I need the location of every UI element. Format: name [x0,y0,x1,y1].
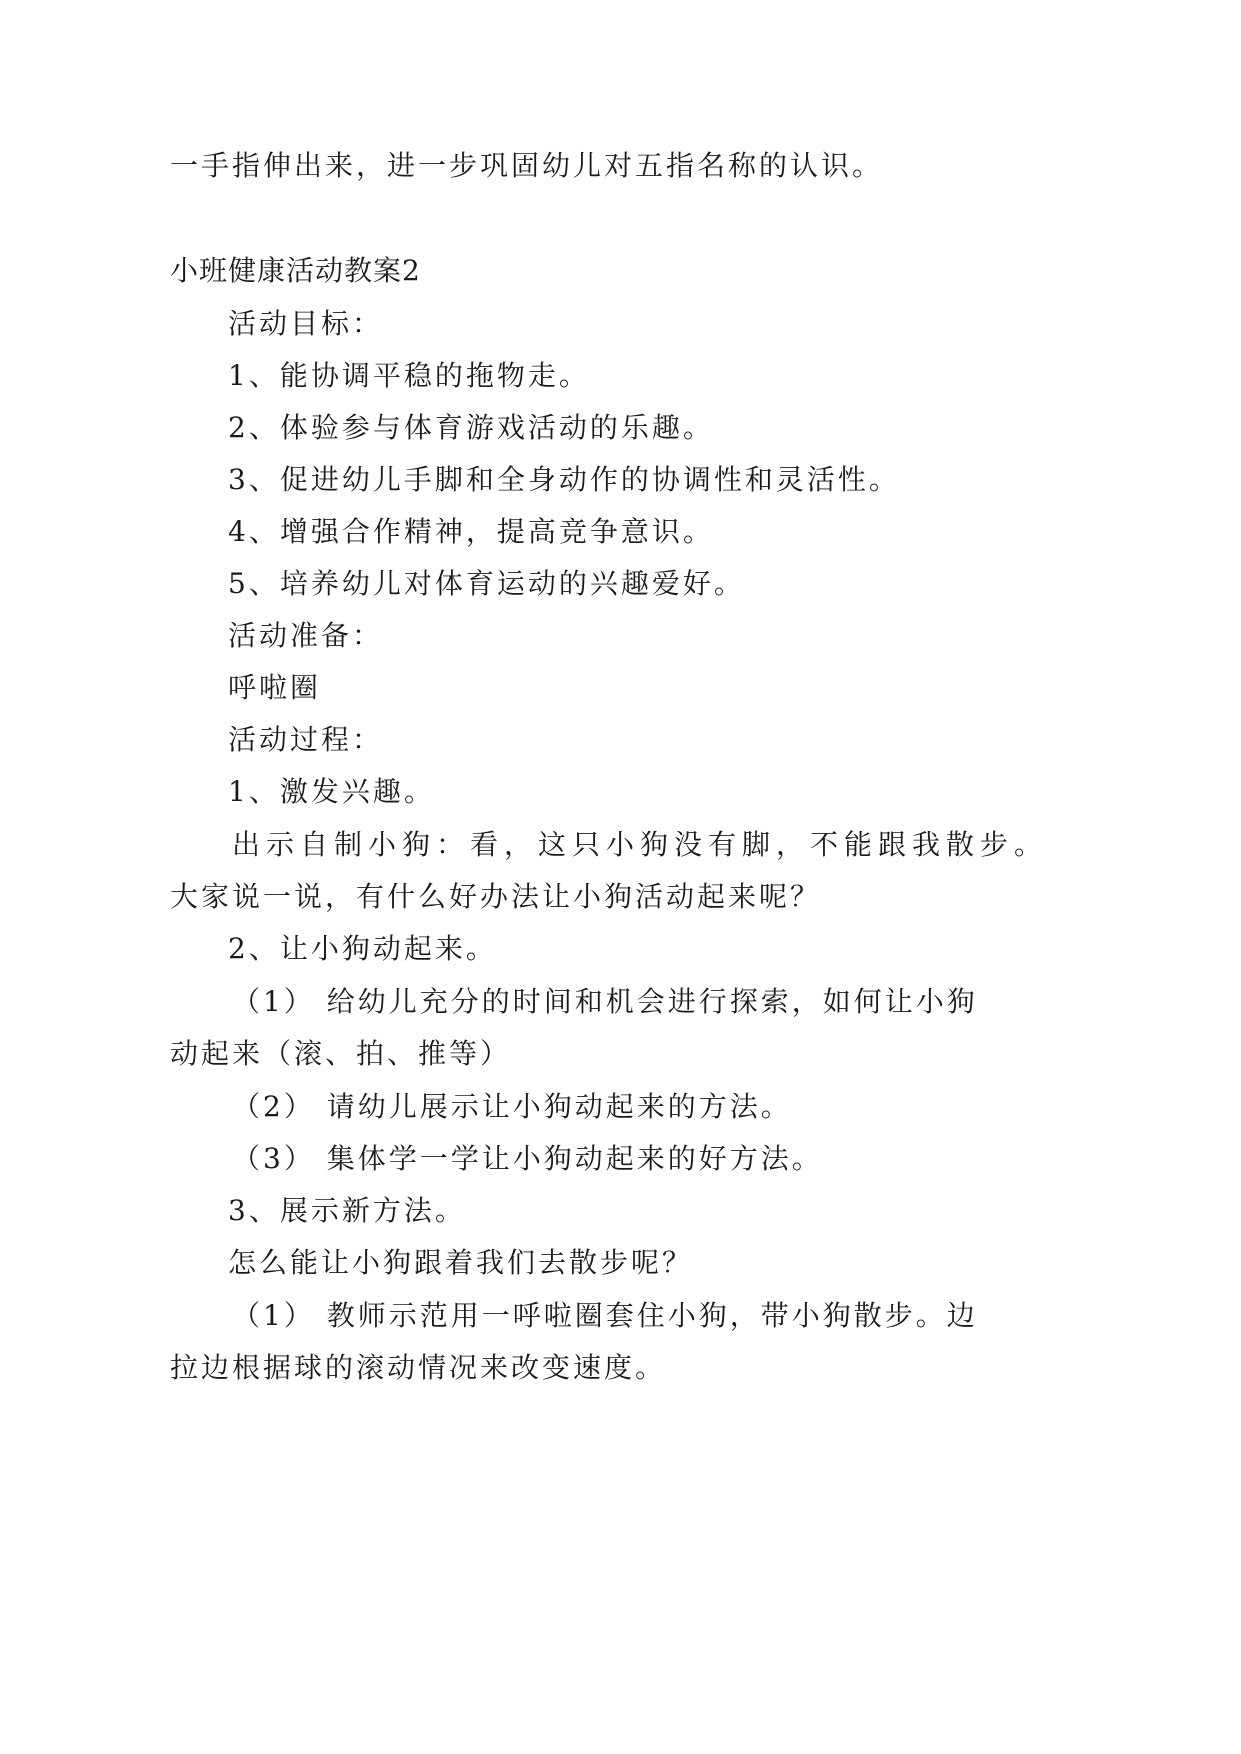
paragraph-line: 拉边根据球的滚动情况来改变速度。 [170,1351,667,1384]
paragraph-line: （1） 教师示范用一呼啦圈套住小狗，带小狗散步。边 [232,1299,978,1332]
step-heading: 1、激发兴趣。 [228,775,435,808]
step-heading: 2、让小狗动起来。 [228,932,497,965]
goal-item: 5、培养幼儿对体育运动的兴趣爱好。 [228,567,745,600]
goal-item: 3、促进幼儿手脚和全身动作的协调性和灵活性。 [228,463,900,496]
goal-item: 1、能协调平稳的拖物走。 [228,359,590,392]
prep-heading: 活动准备： [228,619,384,652]
section-title: 小班健康活动教案2 [170,254,421,287]
paragraph-line: 怎么能让小狗跟着我们去散步呢？ [228,1246,694,1279]
goal-item: 4、增强合作精神，提高竞争意识。 [228,515,714,548]
paragraph-line: 大家说一说，有什么好办法让小狗活动起来呢？ [170,880,822,913]
paragraph-line: （3） 集体学一学让小狗动起来的好方法。 [232,1142,823,1175]
paragraph-line: 动起来（滚、拍、推等） [170,1037,512,1070]
paragraph-line: 出示自制小狗：看，这只小狗没有脚，不能跟我散步。 [232,828,1049,861]
paragraph-line: （1） 给幼儿充分的时间和机会进行探索，如何让小狗 [232,985,978,1018]
goal-item: 2、体验参与体育游戏活动的乐趣。 [228,411,714,444]
goals-heading: 活动目标： [228,307,384,340]
step-heading: 3、展示新方法。 [228,1194,466,1227]
paragraph-line: （2） 请幼儿展示让小狗动起来的方法。 [232,1090,792,1123]
intro-line: 一手指伸出来，进一步巩固幼儿对五指名称的认识。 [170,149,884,182]
process-heading: 活动过程： [228,723,384,756]
prep-item: 呼啦圈 [228,671,322,704]
